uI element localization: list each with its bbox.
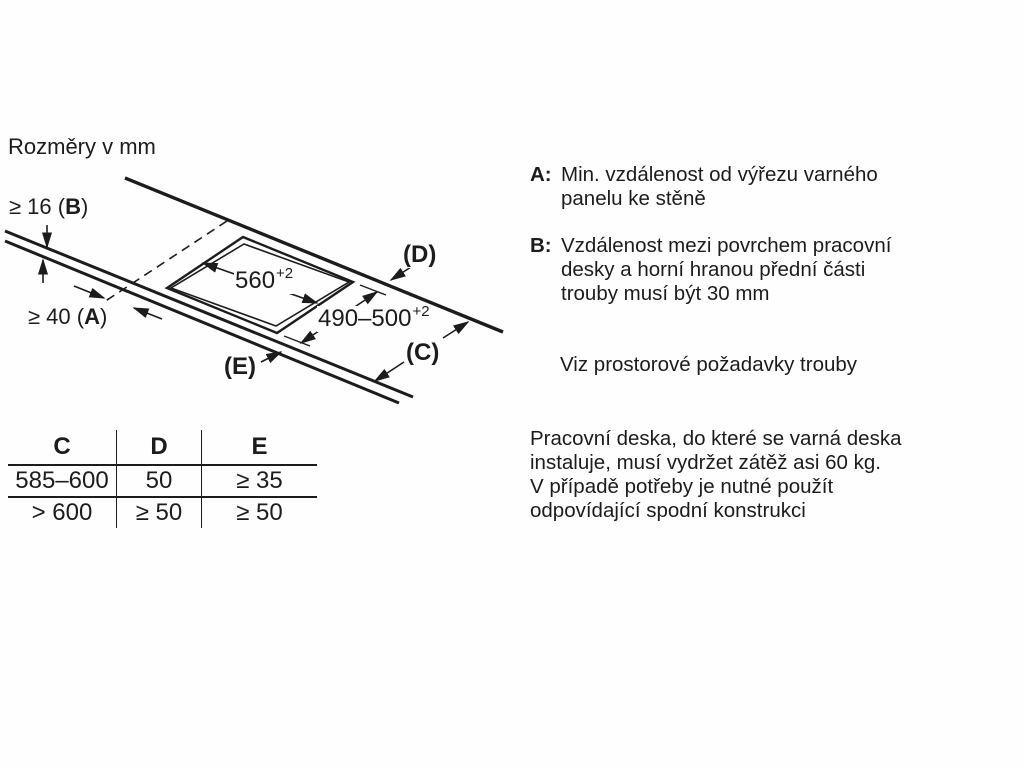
dim-560-label (234, 265, 294, 294)
table-cell: ≥ 35 (202, 465, 318, 497)
dim-a-prefix: ≥ 40 ( (28, 304, 85, 329)
note-worktop-load-line: Pracovní deska, do které se varná deska (530, 427, 902, 450)
note-oven-requirements: Viz prostorové požadavky trouby (560, 353, 858, 376)
table-header-d: D (117, 430, 202, 465)
table-header-row (8, 430, 317, 465)
table-cell: ≥ 50 (236, 499, 283, 526)
dim-560-value: 560 (235, 267, 276, 294)
dim-490-500-extension-top (360, 285, 386, 295)
dim-b-suffix: ) (81, 194, 89, 219)
dim-a-suffix: ) (100, 304, 108, 329)
dim-c-arrow-upper (443, 322, 468, 338)
note-worktop-load-line: V případě potřeby je nutné použít (530, 475, 834, 498)
dim-c-arrow-lower (375, 362, 404, 381)
page-title: Rozměry v mm (8, 134, 156, 159)
dim-b-letter: B (65, 194, 81, 219)
table-header-c: C (8, 430, 117, 465)
table-cell: ≥ 50 (117, 497, 202, 528)
note-b (530, 234, 1000, 306)
dim-490-500-tolerance: +2 (412, 303, 430, 320)
dim-490-500-label (317, 303, 430, 332)
dim-b-label (8, 195, 89, 219)
note-a (530, 163, 1000, 211)
dim-b-prefix: ≥ 16 ( (9, 194, 66, 219)
note-a-line: panelu ke stěně (561, 187, 706, 210)
label-c: (C) (406, 339, 440, 366)
note-a-key: A: (530, 163, 552, 186)
note-a-line: Min. vzdálenost od výřezu varného (561, 163, 878, 186)
label-e: (E) (224, 353, 257, 380)
label-d: (D) (403, 241, 437, 268)
dim-560-tolerance: +2 (276, 265, 294, 282)
note-worktop-load-line: odpovídající spodní konstrukci (530, 499, 806, 522)
note-a-text (561, 163, 878, 211)
table-cell: 50 (117, 465, 202, 497)
table-cell: > 600 (8, 497, 117, 528)
dim-a-arrow-right (134, 308, 162, 319)
note-worktop-load (530, 427, 1000, 523)
dimension-table (8, 430, 317, 528)
note-worktop-load-line: instaluje, musí vydržet zátěž asi 60 kg. (530, 451, 881, 474)
label-e-pointer-arrow (261, 352, 281, 362)
dim-490-500-value: 490–500 (318, 305, 412, 332)
note-b-line: Vzdálenost mezi povrchem pracovní (561, 234, 892, 257)
dim-a-letter: A (84, 304, 100, 329)
note-b-key: B: (530, 234, 552, 257)
label-d-pointer-arrow (391, 267, 411, 280)
table-cell: 585–600 (8, 465, 117, 497)
table-header-e: E (202, 430, 318, 465)
table-row (8, 497, 317, 528)
note-b-line: desky a horní hranou přední části (561, 258, 866, 281)
dim-a-label (27, 305, 108, 329)
dim-a-arrow-left (74, 286, 104, 298)
note-b-text (561, 234, 891, 306)
note-b-line: trouby musí být 30 mm (561, 282, 770, 305)
table-row (8, 465, 317, 497)
